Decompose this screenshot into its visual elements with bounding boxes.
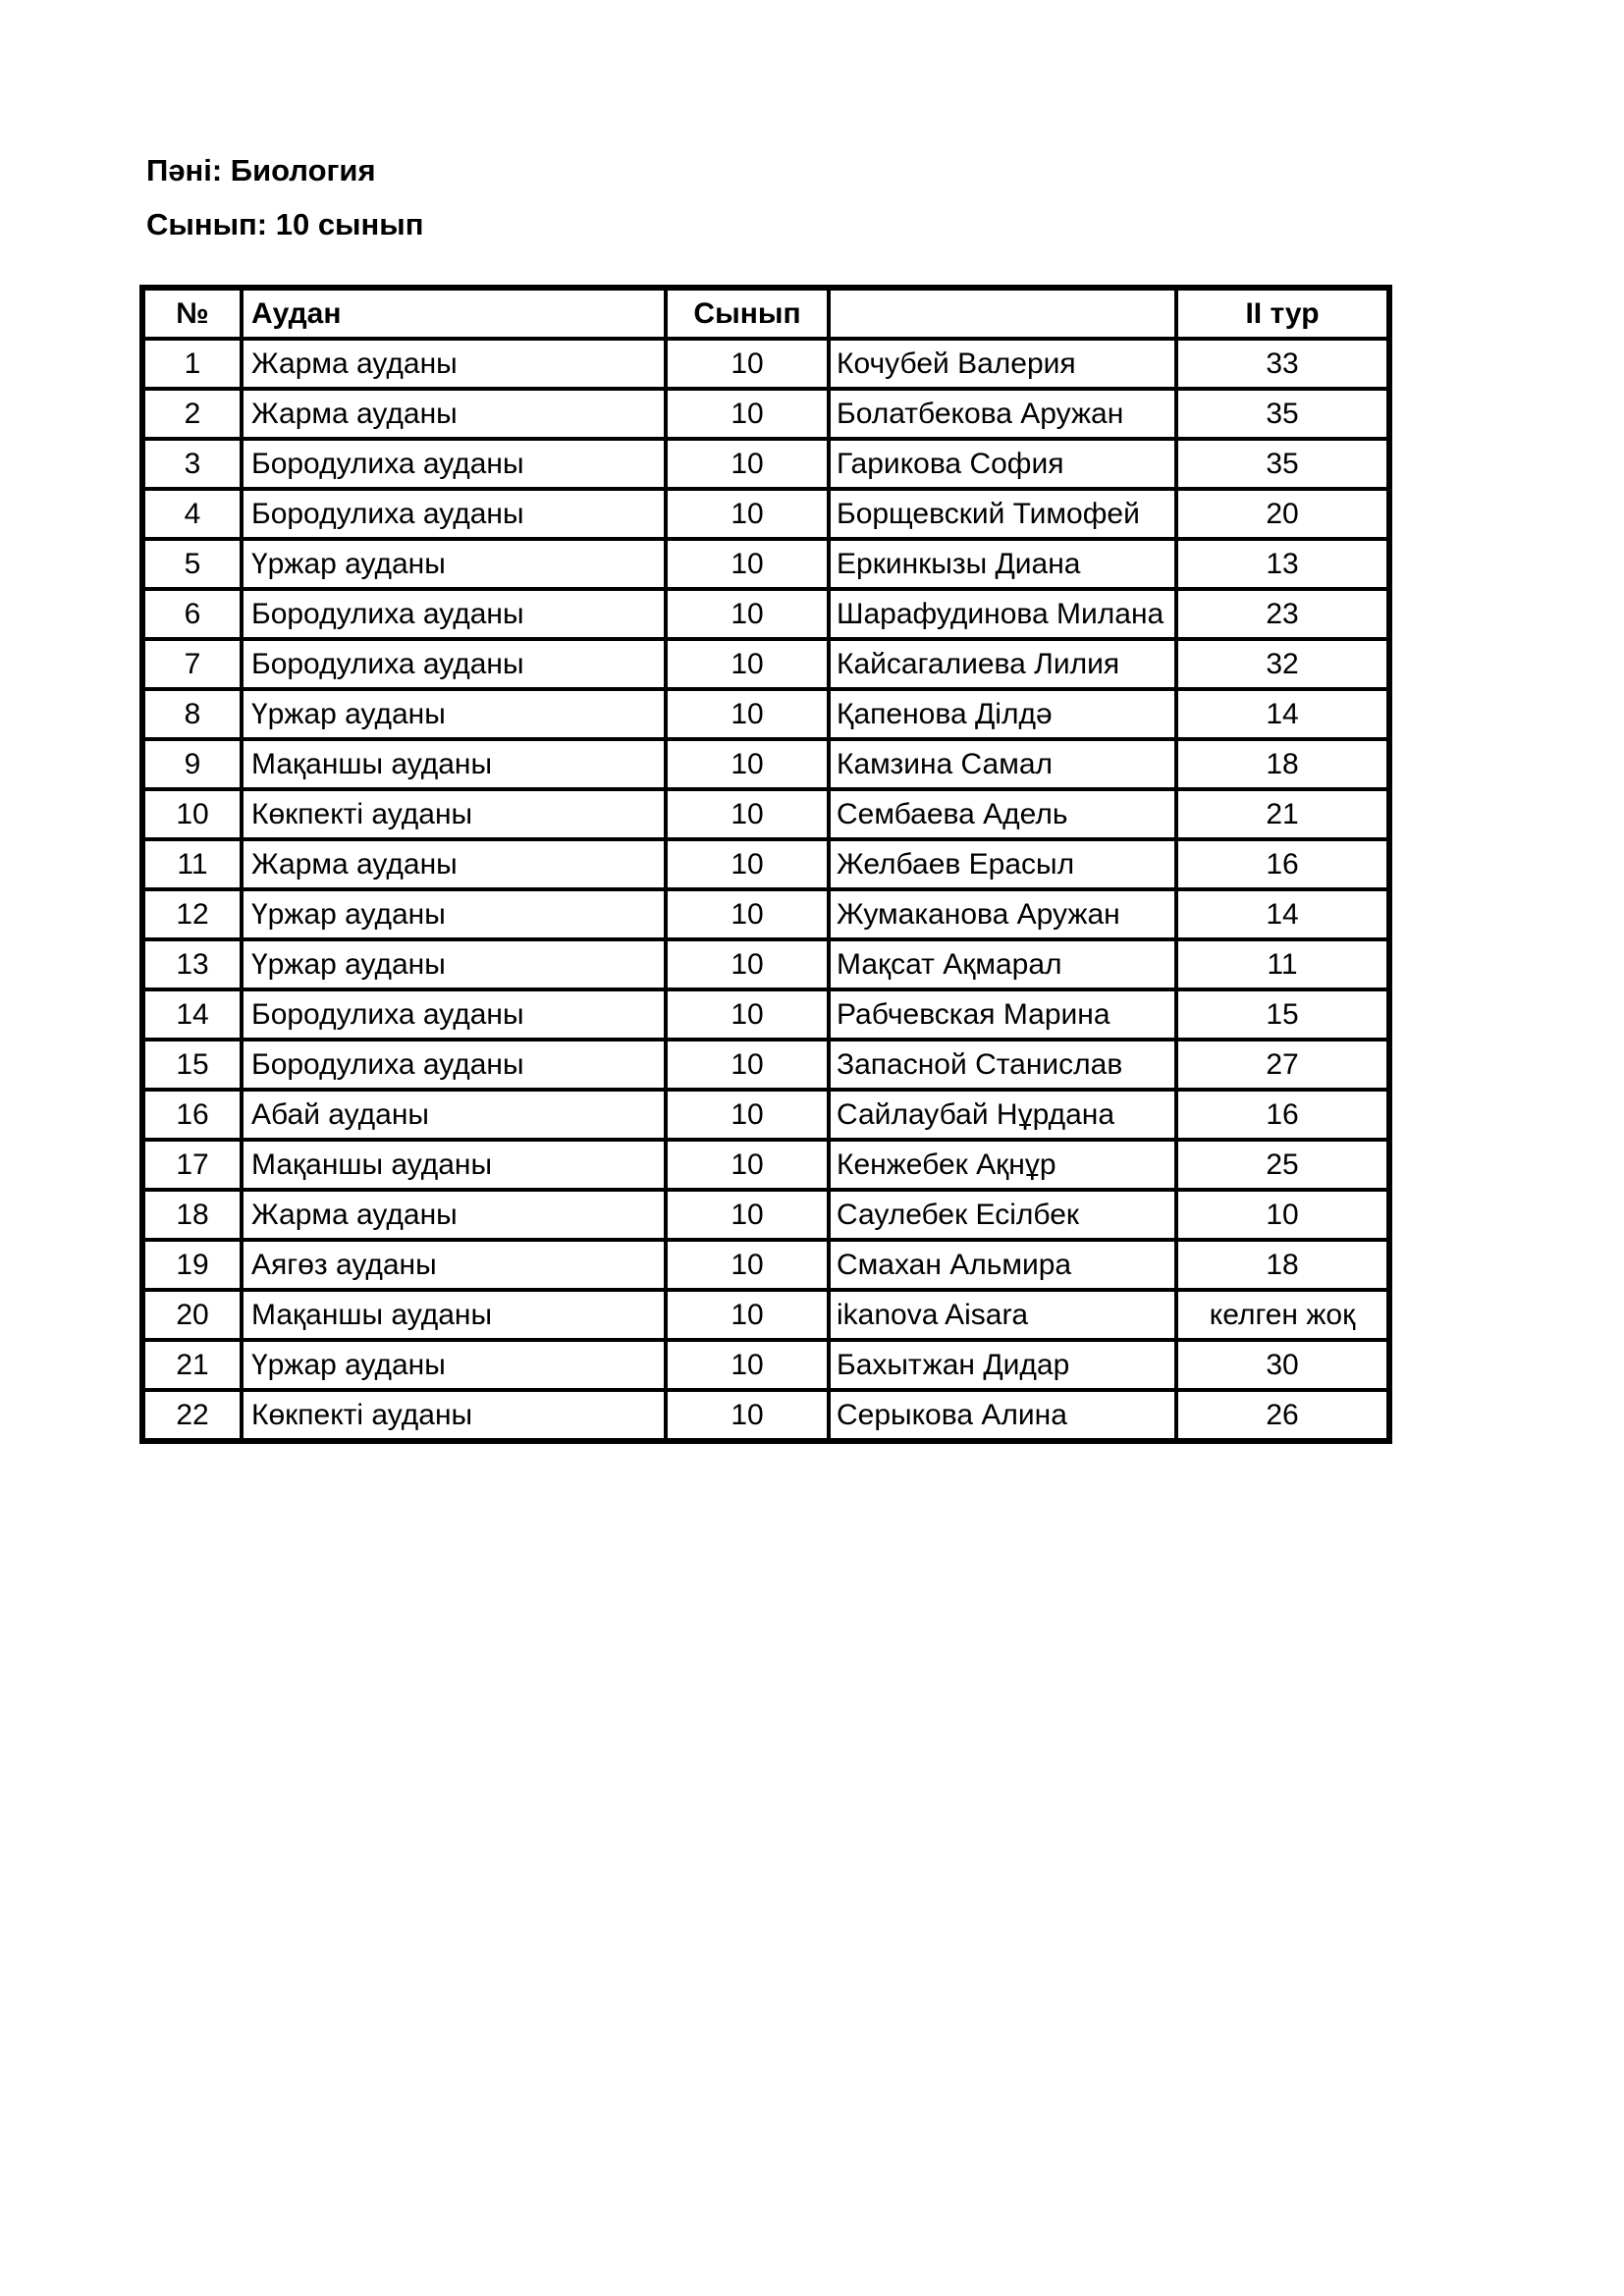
- table-row: [142, 1240, 1389, 1290]
- cell-name: Қапенова Ділдә: [829, 689, 1176, 739]
- cell-district: Аягөз ауданы: [242, 1240, 666, 1290]
- table-row: [142, 389, 1389, 439]
- cell-district: Жарма ауданы: [242, 339, 666, 389]
- cell-district: Бородулиха ауданы: [242, 989, 666, 1040]
- cell-number: 10: [142, 789, 242, 839]
- cell-score: 27: [1176, 1040, 1389, 1090]
- cell-number: 9: [142, 739, 242, 789]
- cell-district: Жарма ауданы: [242, 839, 666, 889]
- cell-score: 23: [1176, 589, 1389, 639]
- cell-score: 30: [1176, 1340, 1389, 1390]
- cell-name: Кайсагалиева Лилия: [829, 639, 1176, 689]
- cell-number: 18: [142, 1190, 242, 1240]
- cell-score: келген жоқ: [1176, 1290, 1389, 1340]
- cell-name: Еркинкызы Диана: [829, 539, 1176, 589]
- cell-grade: 10: [666, 639, 829, 689]
- table-row: [142, 439, 1389, 489]
- cell-grade: 10: [666, 1290, 829, 1340]
- cell-score: 14: [1176, 889, 1389, 939]
- table-row: [142, 1040, 1389, 1090]
- cell-number: 11: [142, 839, 242, 889]
- cell-score: 35: [1176, 439, 1389, 489]
- cell-district: Үржар ауданы: [242, 939, 666, 989]
- cell-name: Гарикова София: [829, 439, 1176, 489]
- cell-name: Смахан Альмира: [829, 1240, 1176, 1290]
- table-row: [142, 1140, 1389, 1190]
- cell-score: 32: [1176, 639, 1389, 689]
- cell-grade: 10: [666, 939, 829, 989]
- cell-number: 22: [142, 1390, 242, 1441]
- cell-district: Жарма ауданы: [242, 389, 666, 439]
- column-header-district: Аудан: [242, 288, 666, 339]
- cell-grade: 10: [666, 1390, 829, 1441]
- cell-number: 2: [142, 389, 242, 439]
- cell-grade: 10: [666, 989, 829, 1040]
- cell-grade: 10: [666, 439, 829, 489]
- cell-grade: 10: [666, 539, 829, 589]
- cell-grade: 10: [666, 1190, 829, 1240]
- cell-district: Көкпекті ауданы: [242, 789, 666, 839]
- table-row: [142, 1390, 1389, 1441]
- cell-name: Сайлаубай Нұрдана: [829, 1090, 1176, 1140]
- cell-score: 26: [1176, 1390, 1389, 1441]
- cell-number: 7: [142, 639, 242, 689]
- cell-number: 19: [142, 1240, 242, 1290]
- cell-district: Абай ауданы: [242, 1090, 666, 1140]
- cell-number: 5: [142, 539, 242, 589]
- table-row: [142, 1090, 1389, 1140]
- cell-score: 33: [1176, 339, 1389, 389]
- results-table: [139, 285, 1392, 1444]
- cell-number: 17: [142, 1140, 242, 1190]
- class-title: Сынып: 10 сынып: [146, 207, 424, 241]
- cell-name: ikanova Aisara: [829, 1290, 1176, 1340]
- cell-name: Бахытжан Дидар: [829, 1340, 1176, 1390]
- table-row: [142, 1340, 1389, 1390]
- cell-grade: 10: [666, 839, 829, 889]
- cell-score: 13: [1176, 539, 1389, 589]
- cell-grade: 10: [666, 689, 829, 739]
- cell-grade: 10: [666, 489, 829, 539]
- cell-district: Мақаншы ауданы: [242, 1290, 666, 1340]
- cell-grade: 10: [666, 889, 829, 939]
- cell-name: Шарафудинова Милана: [829, 589, 1176, 639]
- cell-name: Камзина Самал: [829, 739, 1176, 789]
- cell-grade: 10: [666, 1340, 829, 1390]
- cell-grade: 10: [666, 789, 829, 839]
- table-row: [142, 639, 1389, 689]
- table-row: [142, 989, 1389, 1040]
- cell-name: Кенжебек Ақнұр: [829, 1140, 1176, 1190]
- table-row: [142, 489, 1389, 539]
- cell-score: 15: [1176, 989, 1389, 1040]
- cell-grade: 10: [666, 1040, 829, 1090]
- column-header-name: [829, 288, 1176, 339]
- table-row: [142, 839, 1389, 889]
- table-row: [142, 539, 1389, 589]
- cell-number: 16: [142, 1090, 242, 1140]
- cell-district: Бородулиха ауданы: [242, 639, 666, 689]
- cell-name: Запасной Станислав: [829, 1040, 1176, 1090]
- cell-grade: 10: [666, 1140, 829, 1190]
- cell-name: Болатбекова Аружан: [829, 389, 1176, 439]
- table-row: [142, 1190, 1389, 1240]
- table-row: [142, 1290, 1389, 1340]
- cell-district: Үржар ауданы: [242, 1340, 666, 1390]
- cell-score: 21: [1176, 789, 1389, 839]
- table-row: [142, 739, 1389, 789]
- cell-grade: 10: [666, 739, 829, 789]
- cell-district: Бородулиха ауданы: [242, 1040, 666, 1090]
- cell-district: Үржар ауданы: [242, 689, 666, 739]
- cell-score: 10: [1176, 1190, 1389, 1240]
- cell-name: Мақсат Ақмарал: [829, 939, 1176, 989]
- cell-score: 18: [1176, 1240, 1389, 1290]
- results-table-body: [142, 339, 1389, 1441]
- cell-name: Сембаева Адель: [829, 789, 1176, 839]
- cell-district: Бородулиха ауданы: [242, 489, 666, 539]
- cell-name: Рабчевская Марина: [829, 989, 1176, 1040]
- cell-number: 3: [142, 439, 242, 489]
- cell-district: Бородулиха ауданы: [242, 439, 666, 489]
- cell-number: 8: [142, 689, 242, 739]
- cell-score: 25: [1176, 1140, 1389, 1190]
- table-row: [142, 339, 1389, 389]
- cell-number: 13: [142, 939, 242, 989]
- cell-number: 4: [142, 489, 242, 539]
- cell-number: 1: [142, 339, 242, 389]
- cell-name: Саулебек Есілбек: [829, 1190, 1176, 1240]
- column-header-grade: Сынып: [666, 288, 829, 339]
- cell-number: 14: [142, 989, 242, 1040]
- cell-district: Үржар ауданы: [242, 539, 666, 589]
- cell-district: Мақаншы ауданы: [242, 1140, 666, 1190]
- cell-district: Бородулиха ауданы: [242, 589, 666, 639]
- cell-score: 35: [1176, 389, 1389, 439]
- cell-district: Үржар ауданы: [242, 889, 666, 939]
- cell-name: Жумаканова Аружан: [829, 889, 1176, 939]
- cell-district: Көкпекті ауданы: [242, 1390, 666, 1441]
- cell-score: 16: [1176, 839, 1389, 889]
- table-row: [142, 889, 1389, 939]
- header-row: [142, 288, 1389, 339]
- table-row: [142, 789, 1389, 839]
- cell-number: 20: [142, 1290, 242, 1340]
- cell-name: Желбаев Ерасыл: [829, 839, 1176, 889]
- table-row: [142, 689, 1389, 739]
- column-header-round2: II тур: [1176, 288, 1389, 339]
- cell-number: 6: [142, 589, 242, 639]
- cell-grade: 10: [666, 1240, 829, 1290]
- cell-grade: 10: [666, 589, 829, 639]
- title-block: [146, 143, 423, 251]
- table-row: [142, 939, 1389, 989]
- cell-score: 11: [1176, 939, 1389, 989]
- cell-name: Борщевский Тимофей: [829, 489, 1176, 539]
- cell-number: 21: [142, 1340, 242, 1390]
- column-header-number: №: [142, 288, 242, 339]
- cell-grade: 10: [666, 339, 829, 389]
- subject-title: Пәні: Биология: [146, 153, 376, 187]
- table-row: [142, 589, 1389, 639]
- cell-name: Кочубей Валерия: [829, 339, 1176, 389]
- cell-grade: 10: [666, 389, 829, 439]
- cell-grade: 10: [666, 1090, 829, 1140]
- cell-score: 20: [1176, 489, 1389, 539]
- cell-number: 12: [142, 889, 242, 939]
- cell-score: 16: [1176, 1090, 1389, 1140]
- cell-name: Серыкова Алина: [829, 1390, 1176, 1441]
- cell-number: 15: [142, 1040, 242, 1090]
- cell-score: 18: [1176, 739, 1389, 789]
- cell-score: 14: [1176, 689, 1389, 739]
- cell-district: Жарма ауданы: [242, 1190, 666, 1240]
- cell-district: Мақаншы ауданы: [242, 739, 666, 789]
